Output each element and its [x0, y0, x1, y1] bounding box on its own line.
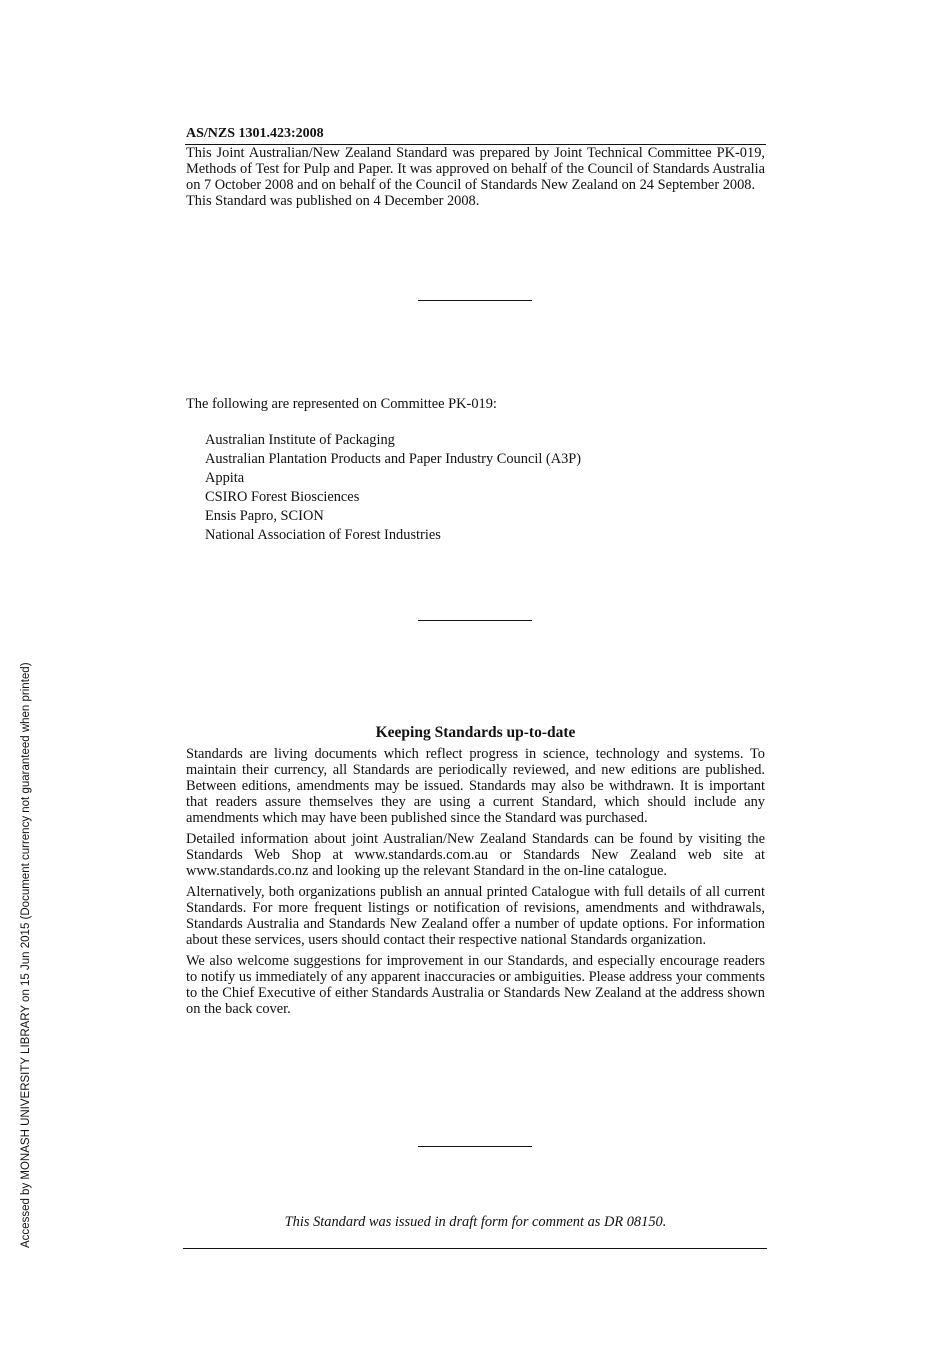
keeping-standards-heading: Keeping Standards up-to-date [375, 724, 576, 741]
body-paragraph: Standards are living documents which reflect progress in science, technology and systems. To maintain their currency, all Standards are periodically reviewed, and new editions are published. Between editions, amendments may be issued. Standards may also be withdrawn. It is important that readers assure themselves they are using a current Standard, which should include any amendments which may have been published since the Standard was purchased. [186, 746, 765, 826]
section-divider [418, 300, 532, 301]
approval-paragraph: This Joint Australian/New Zealand Standard was prepared by Joint Technical Committee PK-019, Methods of Test for Pulp and Paper. It was approved on behalf of the Council of Standards Australia on 7 October 2008 and on behalf of the Council of Standards New Zealand on 24 September 2008. [186, 145, 765, 193]
body-paragraph: Detailed information about joint Australian/New Zealand Standards can be found by visiting the Standards Web Shop at www.standards.com.au or Standards New Zealand web site at www.standards.co.nz and looking up the relevant Standard in the on-line catalogue. [186, 831, 765, 879]
section-divider [418, 1146, 532, 1147]
section-divider [418, 620, 532, 621]
body-paragraph: Alternatively, both organizations publish an annual printed Catalogue with full details of all current Standards. For more frequent listings or notification of revisions, amendments and withdrawals, Standards Australia and Standards New Zealand offer a number of update options. For information about these services, users should contact their respective national Standards organization. [186, 884, 765, 948]
draft-note: This Standard was issued in draft form for comment as DR 08150. [284, 1214, 667, 1230]
committee-member: Australian Institute of Packaging [205, 432, 395, 448]
committee-member: National Association of Forest Industries [205, 527, 441, 543]
committee-member: Appita [205, 470, 245, 486]
access-watermark: Accessed by MONASH UNIVERSITY LIBRARY on 15 Jun 2015 (Document currency not guaranteed when printed) [20, 662, 32, 1248]
committee-member: Australian Plantation Products and Paper Industry Council (A3P) [205, 451, 582, 467]
publication-paragraph: This Standard was published on 4 December 2008. [186, 193, 480, 209]
keeping-standards-body [186, 746, 765, 1022]
committee-member-list [205, 431, 581, 545]
committee-member: CSIRO Forest Biosciences [205, 489, 360, 505]
footer-divider [183, 1248, 767, 1249]
committee-intro: The following are represented on Committee PK-019: [186, 396, 497, 412]
preparation-statement [186, 145, 765, 209]
standard-number: AS/NZS 1301.423:2008 [186, 126, 324, 141]
body-paragraph: We also welcome suggestions for improvement in our Standards, and especially encourage readers to notify us immediately of any apparent inaccuracies or ambiguities. Please address your comments to the Chief Executive of either Standards Australia or Standards New Zealand at the address shown on the back cover. [186, 953, 765, 1017]
committee-member: Ensis Papro, SCION [205, 508, 324, 524]
